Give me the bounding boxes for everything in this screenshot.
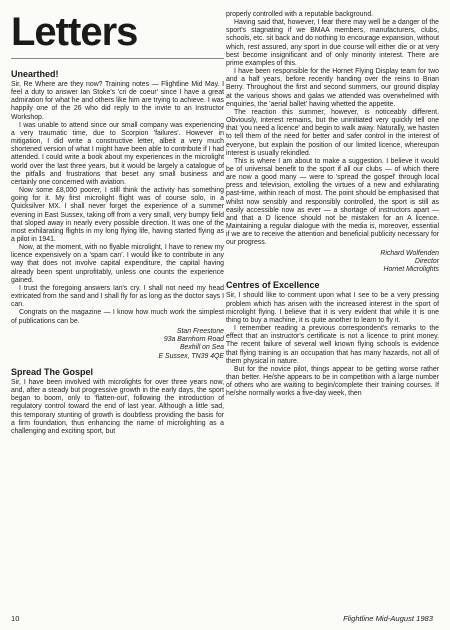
letter-paragraph: The reaction this summer, however, is noticeably different. Obviously, interest remains, but the uninitiated very quickly tell one that 'you need a licence' and begin to walk away. Naturally, we hasten to tell them of the need for better and safer control in the interest of everyone, but explain the position of our limited licence, whereupon interest is usually rekindled. [226,108,439,157]
letter-title-centres-of-excellence: Centres of Excellence [226,280,320,291]
right-column [226,11,439,398]
signature-line: Hornet Microlights [383,266,439,274]
letter-paragraph: I was unable to attend since our small company was experiencing a very traumatic time, due to Scorpion 'failures'. However in mitigation, I did write a constructive letter, albeit a very much shortened version of what I might have been able to contribute if I had attended. I could write a book about my experiences in the microlight world over the last three years, but it would be largely a catalogue of the pitfalls and frustrations that beset any small business and certainly one concerned with aviation. [11,121,224,186]
letter-paragraph: Now, at the moment, with no flyable microlight, I have to renew my licence expensively on a 'spam can'. I would like to contribute in any way that does not involve capital expenditure, the capital having already been spent unprofitably, unless one counts the experience gained. [11,244,224,284]
letter-title-spread-the-gospel: Spread The Gospel [11,366,94,377]
signature-line: E Sussex, TN39 4QE [158,352,224,360]
left-column [11,0,224,436]
letter-paragraph: Sir, I should like to comment upon what I see to be a very pressing problem which has arisen with the increased interest in the sport of microlight flying. I believe that it is very evident that while it is one thing to buy a machine, it is quite another to learn to fly it. [226,292,439,324]
signature-wolfenden [226,250,439,275]
heading-rule [11,58,224,59]
signature-freestone [11,328,224,361]
letter-paragraph: Having said that, however, I fear there may well be a danger of the sport's stagnating if we BMAA members, manufacturers, clubs, schools, etc. sit back and do nothing to encourage expansion, without which, rest assured, any sport in due course will either die or at very best become insignificant and of only minority interest. There are prime examples of this. [226,19,439,67]
signature-line: Bexhill on Sea [179,344,224,352]
signature-line: 93a Barnhorn Road [163,335,224,343]
signature-line: Stan Freestone [176,327,224,335]
letter-paragraph: Congrats on the magazine — I know how much work the simplest of publications can be. [11,309,224,325]
letter-paragraph: I remember reading a previous correspondent's remarks to the effect that an instructor's certificate is not a licence to print money. The recent failure of several well known flying schools is evidence that flying training is an occupation that has many hazards, not all of them physical in nature. [226,325,439,365]
letter-paragraph: But for the novice pilot, things appear to be getting worse rather than better. He/she appears to be in competition with a large number of others who are waiting to begin/complete their training courses. If he/she normally works a five-day week, then [226,365,439,398]
letter-paragraph: Now some £8,000 poorer, I still think the activity has something going for it. My first microlight flight was of course solo, in a Quicksilver MX. I shall never forget the experience of a summer evening in East Sussex, taking off from a very small, very bumpy field that sloped away in nearly every possible direction. It was one of the most exhilarating flights in my long flying life, having started flying as a pilot in 1941. [11,187,224,243]
page-heading: Letters [11,10,138,54]
letter-title-unearthed: Unearthed! [11,69,59,79]
letter-paragraph: properly controlled with a reputable background. [226,11,374,18]
page-number: 10 [11,614,20,623]
signature-line: Director [414,257,439,265]
signature-line: Richard Wolfenden [380,249,439,257]
letter-paragraph: Sir, Re Where are they now? Training notes — Flightline Mid May. I feel a duty to answer Ian Stoke's 'cri de coeur' since I have a great admiration for what he and others like him are trying to achieve. I was happily one of the 26 who did reply to the invite to an Instructor Workshop. [11,81,224,121]
letter-paragraph: I have been responsible for the Hornet Flying Display team for two and a half years, before recently handing over the reins to Brian Berry. Throughout the first and second summers, our ground display at the various shows and galas we attended was overwhelmed with enquiries, the 'aerial ballet' having whetted the appetite. [226,68,439,108]
publication-title: Flightline Mid-August 1983 [343,614,433,623]
letter-paragraph: This is where I am about to make a suggestion. I believe it would be of universal benefit to the sport if all our clubs — of which there are now a good many — were to 'spread the gospel' through local press and television, extolling the virtues of a new and exhilarating past-time, within reach of most. The point should be emphasised that whilst now sensibly and responsibly controlled, the sport is still as easily accessible now as ever — a shortage of instructors apart — and that a D licence should not be mistaken for an A licence. Maintaining a regular dialogue with the media is, moreover, essential if we are to receive the attention and beneficial publicity necessary for our progress. [226,157,439,247]
letter-paragraph: I trust the foregoing answers Ian's cry. I shall not need my head extricated from the sand and I shall fly for as long as the doctor says I can. [11,284,224,309]
letter-paragraph: Sir, I have been involved with microlights for over three years now, and, after a steady but progressive growth in the early days, the sport began to boom, only to 'flatten-out', following the introduction of regulatory control toward the end of last year. Although a little sad, this temporary stunting of growth is doubtless providing the basis for a firm foundation, thus enhancing the name of microlighting as a challenging and exciting sport, but [11,378,224,435]
